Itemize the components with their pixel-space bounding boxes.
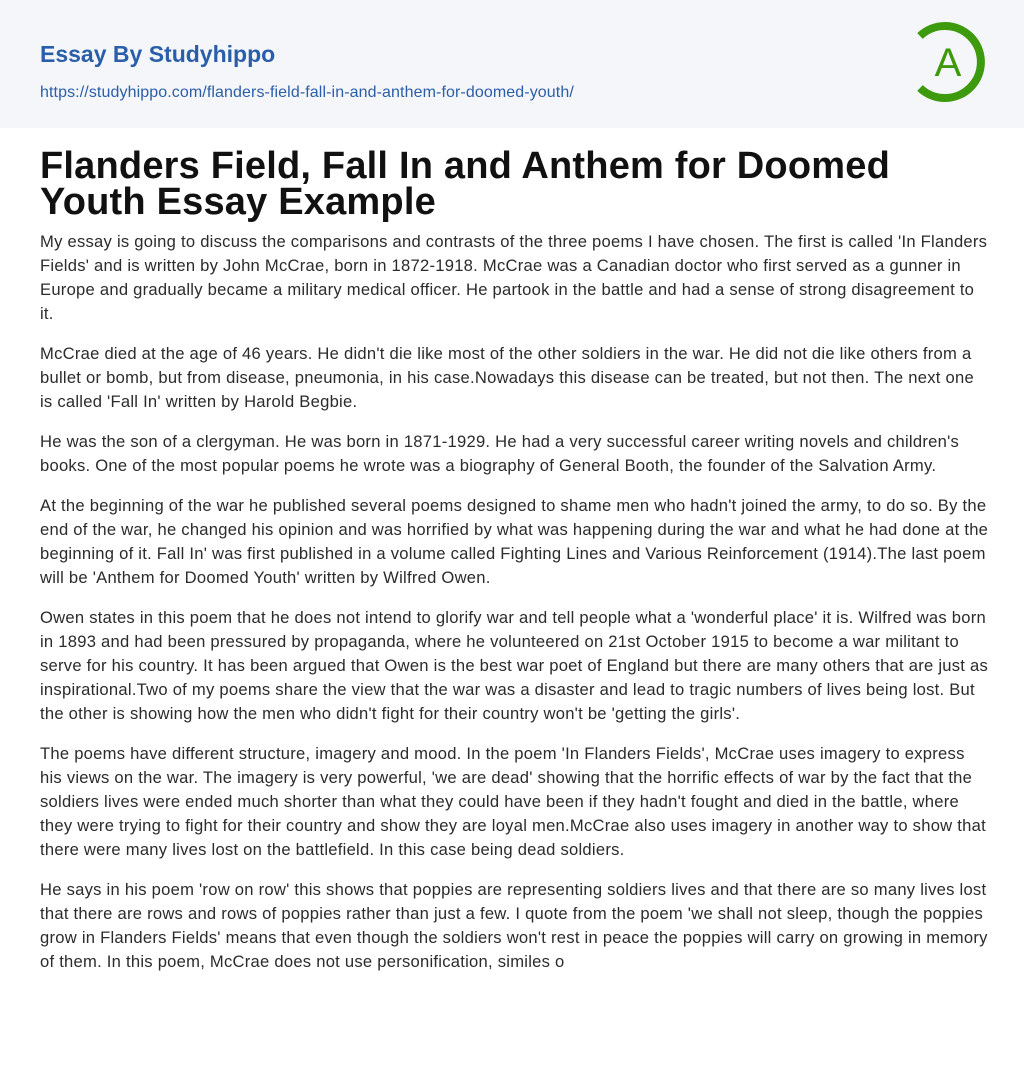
site-title: Essay By Studyhippo — [40, 41, 276, 67]
logo-letter: A — [934, 41, 962, 85]
essay-url-link[interactable]: https://studyhippo.com/flanders-field-fall-in-and-anthem-for-doomed-youth/ — [40, 84, 574, 101]
paragraph: Owen states in this poem that he does not intend to glorify war and tell people what a 'wonderful place' it is. Wilfred was born in 1893 and had been pressured by propaganda, where he volunteered on 21st October 1915 to become a war militant to serve for his country. It has been argued that Owen is the best war poet of England but there are many others that are just as inspirational.Two of my poems share the view that the war was a disaster and lead to tragic numbers of lives being lost. But the other is showing how the men who didn't fight for their country won't be 'getting the girls'. — [40, 608, 989, 723]
paragraph: My essay is going to discuss the comparisons and contrasts of the three poems I have chosen. The first is called 'In Flanders Fields' and is written by John McCrae, born in 1872-1918. McCrae was a Canadian doctor who first served as a gunner in Europe and gradually became a military medical officer. He partook in the battle and had a sense of strong disagreement to it. — [40, 232, 988, 323]
paragraph: McCrae died at the age of 46 years. He didn't die like most of the other soldiers in the war. He did not die like others from a bullet or bomb, but from disease, pneumonia, in his case.Nowadays this disease can be treated, but not then. The next one is called 'Fall In' written by Harold Begbie. — [40, 344, 974, 411]
site-header — [0, 0, 1024, 128]
studyhippo-logo-icon[interactable] — [904, 18, 992, 106]
article — [0, 145, 1024, 974]
article-title: Flanders Field, Fall In and Anthem for Doomed Youth Essay Example — [40, 145, 890, 223]
paragraph: The poems have different structure, imagery and mood. In the poem 'In Flanders Fields', McCrae uses imagery to express his views on the war. The imagery is very powerful, 'we are dead' showing that the horrific effects of war by the fact that the soldiers lives were ended much shorter than what they could have been if they hadn't fought and died in the battle, where they were trying to fight for their country and show they are loyal men.McCrae also uses imagery in another way to show that there were many lives lost on the battlefield. In this case being dead soldiers. — [40, 744, 986, 859]
paragraph: At the beginning of the war he published several poems designed to shame men who hadn't joined the army, to do so. By the end of the war, he changed his opinion and was horrified by what was happening during the war and what he had done at the beginning of it. Fall In' was first published in a volume called Fighting Lines and Various Reinforcement (1914).The last poem will be 'Anthem for Doomed Youth' written by Wilfred Owen. — [40, 496, 989, 587]
paragraph: He was the son of a clergyman. He was born in 1871-1929. He had a very successful career writing novels and children's books. One of the most popular poems he wrote was a biography of General Booth, the founder of the Salvation Army. — [40, 432, 960, 475]
paragraph: He says in his poem 'row on row' this shows that poppies are representing soldiers lives and that there are so many lives lost that there are rows and rows of poppies rather than just a few. I quote from the poem 'we shall not sleep, though the poppies grow in Flanders Fields' means that even though the soldiers won't rest in peace the poppies will carry on growing in memory of them. In this poem, McCrae does not use personification, similes o — [40, 880, 988, 971]
